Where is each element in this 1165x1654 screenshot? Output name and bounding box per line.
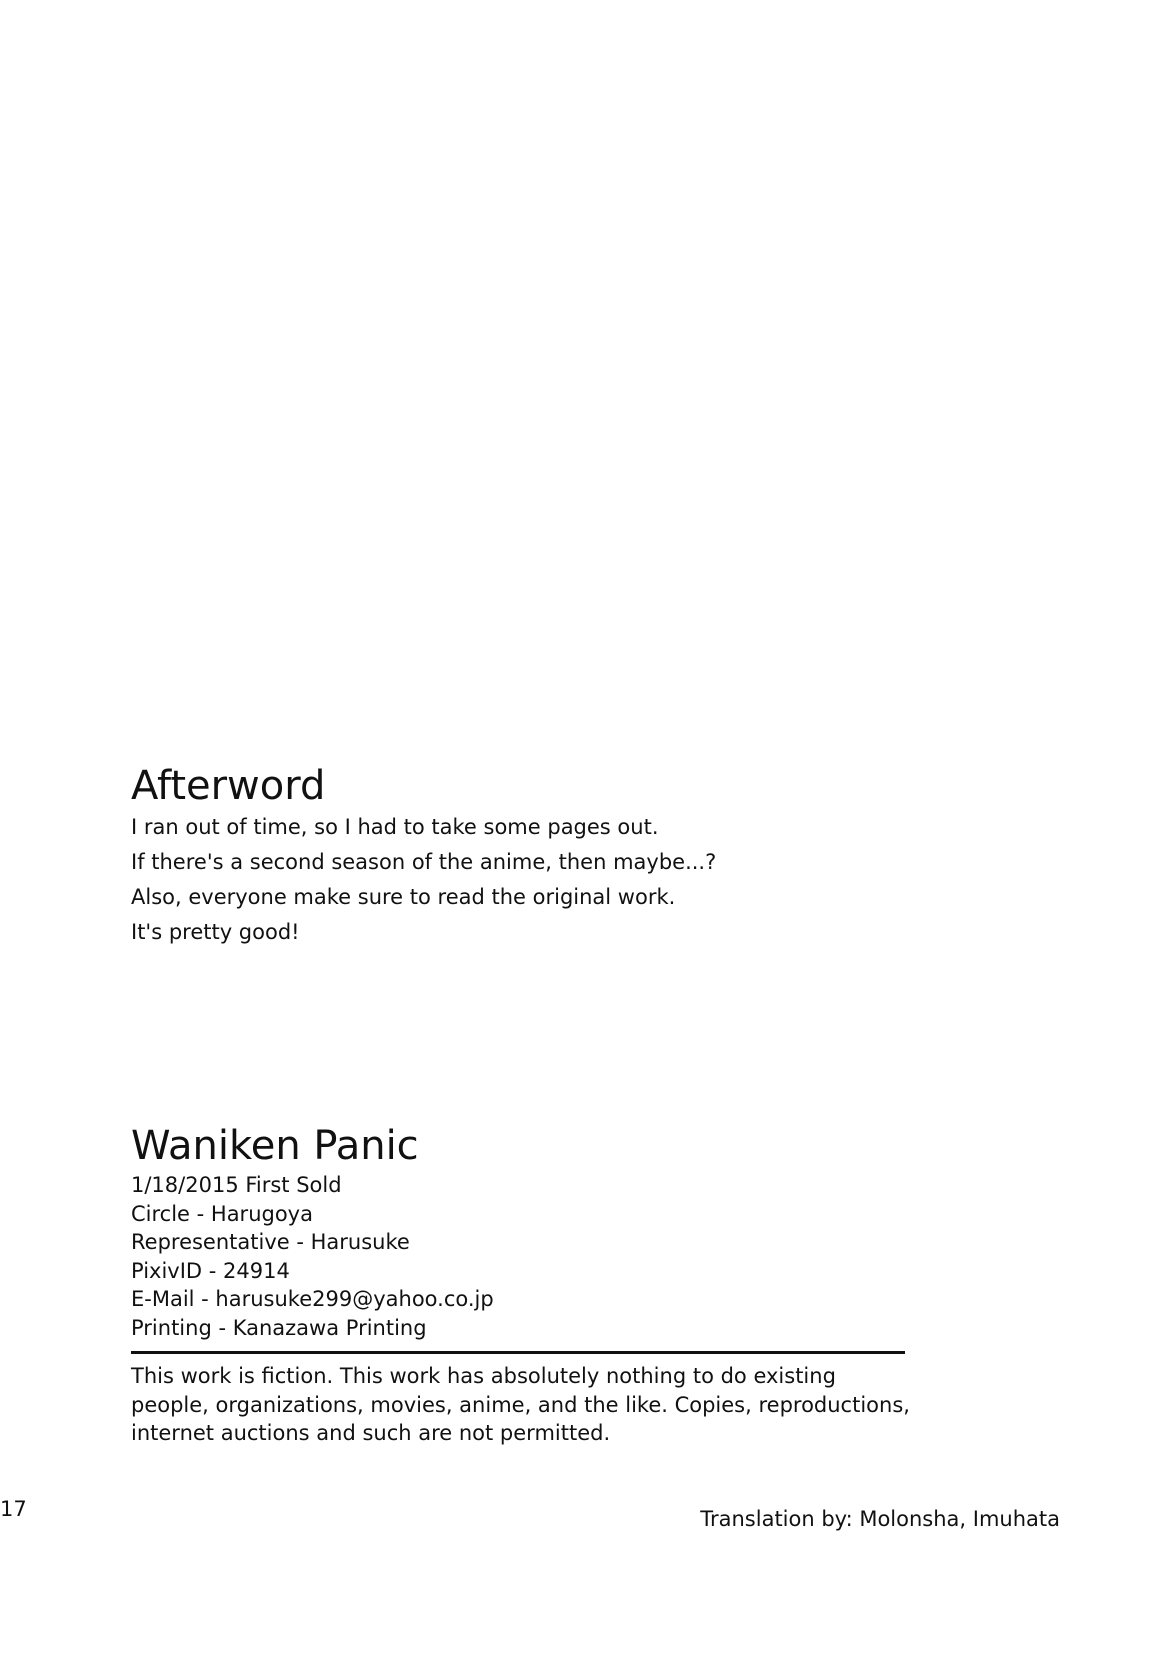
afterword-line: If there's a second season of the anime, then maybe...? [131, 850, 717, 874]
divider-rule [131, 1351, 905, 1354]
release-date: 1/18/2015 First Sold [131, 1173, 342, 1197]
afterword-section [131, 762, 831, 950]
disclaimer-line: This work is fiction. This work has absolutely nothing to do existing [131, 1364, 836, 1388]
afterword-title: Afterword [131, 763, 326, 809]
email: E-Mail - harusuke299@yahoo.co.jp [131, 1287, 494, 1311]
afterword-line: Also, everyone make sure to read the original work. [131, 885, 676, 909]
colophon-section [131, 1121, 911, 1342]
afterword-line: I ran out of time, so I had to take some pages out. [131, 815, 659, 839]
book-title: Waniken Panic [131, 1123, 419, 1169]
translation-credits: Translation by: Molonsha, Imuhata [700, 1507, 1060, 1531]
disclaimer-line: people, organizations, movies, anime, and the like. Copies, reproductions, [131, 1392, 910, 1417]
circle-name: Circle - Harugoya [131, 1201, 313, 1226]
printing: Printing - Kanazawa Printing [131, 1315, 427, 1340]
page-number: 17 [0, 1497, 27, 1521]
afterword-line: It's pretty good! [131, 920, 300, 944]
representative: Representative - Harusuke [131, 1230, 410, 1254]
pixiv-id: PixivID - 24914 [131, 1258, 290, 1283]
disclaimer-text [131, 1362, 921, 1448]
disclaimer-line: internet auctions and such are not permitted. [131, 1421, 611, 1445]
